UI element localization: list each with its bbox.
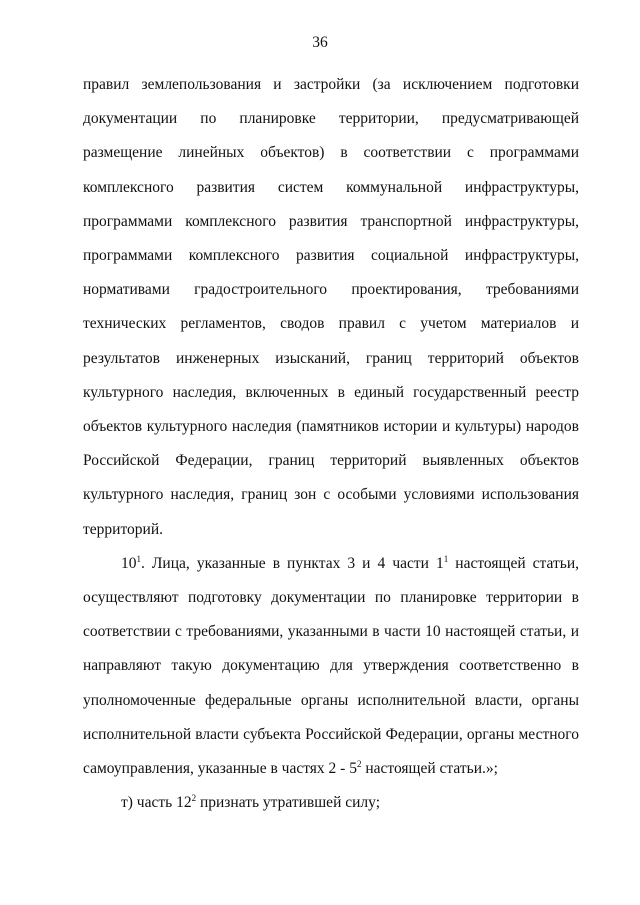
item-text-part: признать утратившей силу;: [196, 794, 380, 812]
body-text: [83, 68, 579, 820]
superscript: 1: [443, 553, 449, 564]
paragraph-continuation: правил землепользования и застройки (за исключением подготовки документации по планировке территории, предусматривающей размещение линейных объектов) в соответствии с программами комплексного развития систем коммунальной инфраструктуры, программами комплексного развития транспортной инфраструктуры, программами комплексного развития социальной инфраструктуры, нормативами градостроительного проектирования, требованиями технических регламентов, сводов правил с учетом материалов и результатов инженерных изысканий, границ территорий объектов культурного наследия, включенных в единый государственный реестр объектов культурного наследия (памятников истории и культуры) народов Российской Федерации, границ территорий выявленных объектов культурного наследия, границ зон с особыми условиями использования территорий.: [83, 76, 579, 538]
superscript: 2: [356, 758, 362, 769]
clause-text-part: настоящей статьи, осуществляют подготовку документации по планировке территории в соответствии с требованиями, указанными в части 10 настоящей статьи, и направляют такую документацию для утверждения соответственно в уполномоченные федеральные органы исполнительной власти, органы исполнительной власти субъекта Российской Федерации, органы местного самоуправления, указанные в частях 2 - 5: [83, 554, 580, 778]
item-text-part: т) часть 12: [121, 794, 192, 812]
superscript: 2: [191, 793, 197, 804]
clause-text-part: . Лица, указанные в пунктах 3 и 4 части 1: [141, 554, 444, 572]
clause-number-superscript: 1: [136, 553, 141, 564]
clause-number: 10: [121, 554, 137, 572]
paragraph-10-1: [83, 547, 579, 786]
clause-text-part: настоящей статьи.»;: [361, 760, 498, 778]
paragraph-t: [83, 786, 579, 820]
page-number: 36: [312, 34, 328, 51]
